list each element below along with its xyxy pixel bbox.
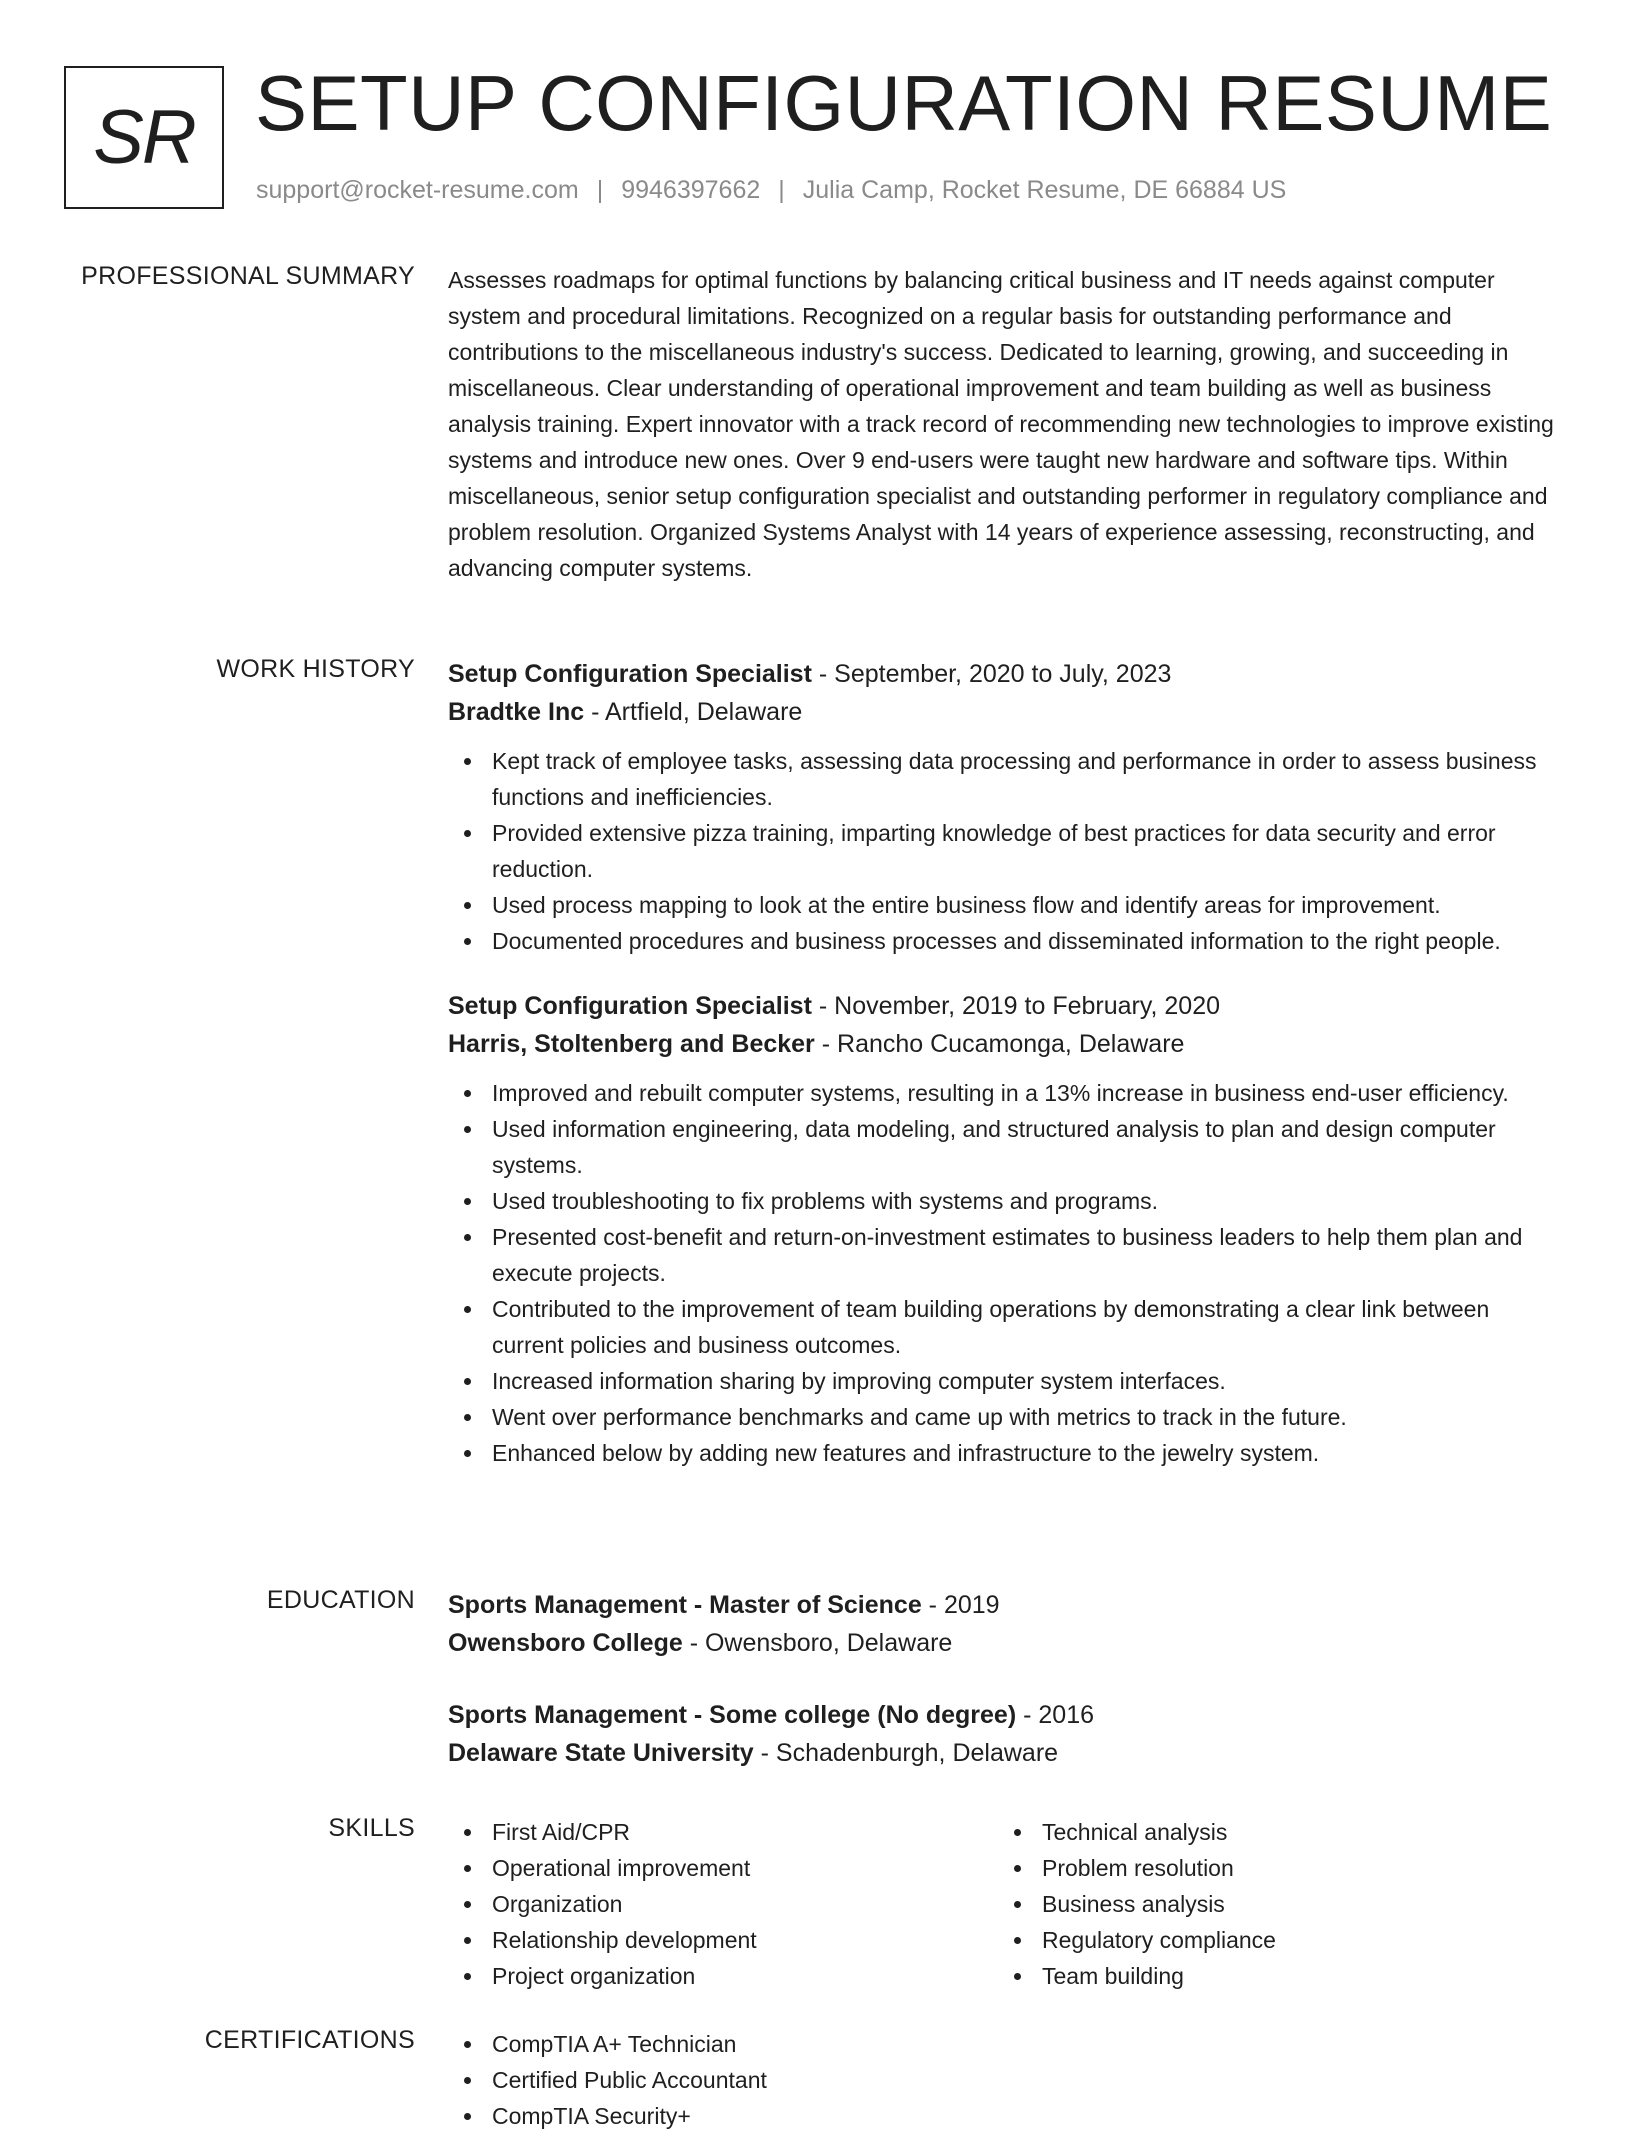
list-item: Used troubleshooting to fix problems with systems and programs. <box>448 1183 1563 1219</box>
school-location: - Owensboro, Delaware <box>682 1629 953 1657</box>
job-title: Setup Configuration Specialist <box>448 660 812 688</box>
degree-line <box>448 1696 1563 1734</box>
degree: Sports Management - Some college (No degree) <box>448 1701 1017 1729</box>
resume-title: SETUP CONFIGURATION RESUME <box>255 59 1553 147</box>
skill-item: Team building <box>998 1958 1548 1994</box>
section-label-education: EDUCATION <box>266 1586 415 1614</box>
contact-line <box>256 176 1286 205</box>
list-item: Kept track of employee tasks, assessing data processing and performance in order to assess business functions and inefficiencies. <box>448 743 1563 815</box>
job-company-line <box>448 693 1563 731</box>
skills-body <box>448 1814 1563 1994</box>
certification-item: CompTIA Security+ <box>448 2098 1563 2134</box>
job-dates: - November, 2019 to February, 2020 <box>811 992 1221 1020</box>
section-label-skills: SKILLS <box>328 1814 415 1842</box>
degree: Sports Management - Master of Science <box>448 1591 922 1619</box>
list-item: Enhanced below by adding new features and infrastructure to the jewelry system. <box>448 1435 1563 1471</box>
skill-item: Technical analysis <box>998 1814 1548 1850</box>
skill-item: Business analysis <box>998 1886 1548 1922</box>
list-item: Provided extensive pizza training, imparting knowledge of best practices for data security and error reduction. <box>448 815 1563 887</box>
list-item: Used information engineering, data modeling, and structured analysis to plan and design computer systems. <box>448 1111 1563 1183</box>
skill-item: Relationship development <box>448 1922 998 1958</box>
skill-item: Operational improvement <box>448 1850 998 1886</box>
school-line <box>448 1624 1563 1662</box>
skill-item: First Aid/CPR <box>448 1814 998 1850</box>
list-item: Increased information sharing by improving computer system interfaces. <box>448 1363 1563 1399</box>
phone-number[interactable]: 9946397662 <box>621 176 761 204</box>
job-entry <box>448 987 1563 1471</box>
list-item: Went over performance benchmarks and came up with metrics to track in the future. <box>448 1399 1563 1435</box>
list-item: Presented cost-benefit and return-on-investment estimates to business leaders to help them plan and execute projects. <box>448 1219 1563 1291</box>
company-name: Harris, Stoltenberg and Becker <box>448 1030 815 1058</box>
section-label-summary: PROFESSIONAL SUMMARY <box>81 262 415 290</box>
education-entry <box>448 1586 1563 1662</box>
certifications-body <box>448 2026 1563 2134</box>
job-entry <box>448 655 1563 959</box>
skill-item: Regulatory compliance <box>998 1922 1548 1958</box>
skills-list-left <box>448 1814 998 1994</box>
company-name: Bradtke Inc <box>448 698 585 726</box>
section-label-certifications: CERTIFICATIONS <box>204 2026 415 2054</box>
job-title-line <box>448 987 1563 1025</box>
education-body <box>448 1586 1563 1806</box>
certification-item: Certified Public Accountant <box>448 2062 1563 2098</box>
contact-separator: | <box>778 176 785 204</box>
job-bullets <box>448 1075 1563 1471</box>
work-history-body <box>448 655 1563 1499</box>
education-entry <box>448 1696 1563 1772</box>
job-dates: - September, 2020 to July, 2023 <box>811 660 1172 688</box>
skills-list-right <box>998 1814 1548 1994</box>
list-item: Used process mapping to look at the entire business flow and identify areas for improvement. <box>448 887 1563 923</box>
skill-item: Problem resolution <box>998 1850 1548 1886</box>
company-location: - Rancho Cucamonga, Delaware <box>814 1030 1185 1058</box>
job-title-line <box>448 655 1563 693</box>
skill-item: Organization <box>448 1886 998 1922</box>
list-item: Documented procedures and business processes and disseminated information to the right people. <box>448 923 1563 959</box>
graduation-year: - 2016 <box>1016 1701 1095 1729</box>
certifications-list <box>448 2026 1563 2134</box>
school-name: Owensboro College <box>448 1629 683 1657</box>
school-location: - Schadenburgh, Delaware <box>753 1739 1059 1767</box>
graduation-year: - 2019 <box>921 1591 1000 1619</box>
school-name: Delaware State University <box>448 1739 754 1767</box>
list-item: Improved and rebuilt computer systems, resulting in a 13% increase in business end-user efficiency. <box>448 1075 1563 1111</box>
monogram-badge: SR <box>64 66 224 209</box>
school-line <box>448 1734 1563 1772</box>
certification-item: CompTIA A+ Technician <box>448 2026 1563 2062</box>
job-bullets <box>448 743 1563 959</box>
degree-line <box>448 1586 1563 1624</box>
address: Julia Camp, Rocket Resume, DE 66884 US <box>802 176 1287 204</box>
email-link[interactable]: support@rocket-resume.com <box>256 176 579 204</box>
skill-item: Project organization <box>448 1958 998 1994</box>
list-item: Contributed to the improvement of team building operations by demonstrating a clear link between current policies and business outcomes. <box>448 1291 1563 1363</box>
job-title: Setup Configuration Specialist <box>448 992 812 1020</box>
company-location: - Artfield, Delaware <box>584 698 803 726</box>
contact-separator: | <box>596 176 604 204</box>
summary-text: Assesses roadmaps for optimal functions by balancing critical business and IT needs against computer system and procedural limitations. Recognized on a regular basis for outstanding performance and contributions to the miscellaneous industry's success. Dedicated to learning, growing, and succeeding in miscellaneous. Clear understanding of operational improvement and team building as well as business analysis training. Expert innovator with a track record of recommending new technologies to improve existing systems and introduce new ones. Over 9 end-users were taught new hardware and software tips. Within miscellaneous, senior setup configuration specialist and outstanding performer in regulatory compliance and problem resolution. Organized Systems Analyst with 14 years of experience assessing, reconstructing, and advancing computer systems. <box>448 267 1554 581</box>
job-company-line <box>448 1025 1563 1063</box>
section-label-work-history: WORK HISTORY <box>216 655 415 683</box>
